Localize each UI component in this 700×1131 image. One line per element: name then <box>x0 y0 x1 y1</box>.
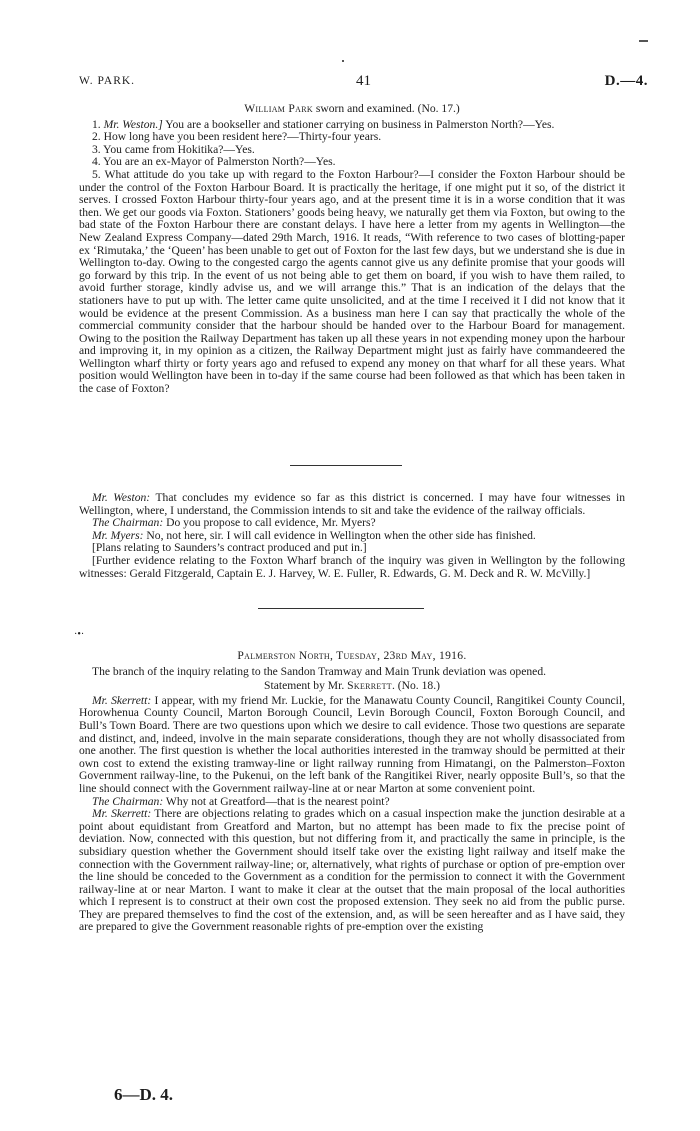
speaker: Mr. Skerrett: <box>92 807 152 821</box>
witness-heading <box>79 103 625 116</box>
document-code: D.—4. <box>604 73 648 89</box>
closing-remarks-section <box>79 492 625 580</box>
intro-paragraph: The branch of the inquiry relating to the Sandon Tramway and Main Trunk deviation was opened. <box>92 664 547 678</box>
top-mark <box>342 60 344 62</box>
speaker: Mr. Myers: <box>92 528 144 542</box>
speaker: The Chairman: <box>92 516 164 530</box>
speaker: Mr. Weston.] <box>103 117 163 131</box>
statement-paragraph: The Chairman: Why not at Greatford—that is the nearest point? <box>92 794 390 808</box>
bracket-note: [Further evidence relating to the Foxton Wharf branch of the inquiry was given in Wellington by the following witnesses: Gerald Fitzgerald, Captain E. J. Harvey, W. E. Fuller, R. Edwards, G. M. Deck and R. W. McVilly.] <box>79 553 625 580</box>
statement-heading: Statement by Mr. Skerrett. (No. 18.) <box>264 679 440 693</box>
qa-item: 3. You came from Hokitika?—Yes. <box>92 142 255 156</box>
speaker: The Chairman: <box>92 794 164 808</box>
statement-paragraph: Mr. Skerrett: There are objections relating to grades which on a casual inspection make the junction desirable at a point about equidistant from Greatford and Marton, but no attempt has been made to fix the precise point of deviation. Now, connected with this question, but not differing from it, and practically the same in principle, is the subsidiary question whether the Government should itself take over the existing light railway and itself make the connection with the Government railway-line; or, alternatively, what rights of purchase or option of pre-emption over the line should be conceded to the Government as a condition for the permission to connect it with the Government railway-line at or near Marton. I want to make it clear at the outset that the main proposal of the local authorities which I represent is to construct at their own cost the proposed extension. They seek no aid from the public purse. They are prepared themselves to find the cost of the extension, and, as will be seen hereafter and as I have said, they are prepared to give the Government reasonable rights of pre-emption over the existing <box>79 807 625 934</box>
qa-item: 4. You are an ex-Mayor of Palmerston North?—Yes. <box>92 155 336 169</box>
witness-name: William Park <box>244 102 313 115</box>
header-witness-name: W. PARK. <box>79 75 136 87</box>
dateline: Palmerston North, Tuesday, 23rd May, 1916. <box>237 649 467 662</box>
remark-paragraph: Mr. Myers: No, not here, sir. I will call evidence in Wellington when the other side has finished. <box>92 528 536 542</box>
witness-evidence-section <box>79 103 625 396</box>
speaker: Mr. Weston: <box>92 491 151 504</box>
section-divider <box>290 465 402 466</box>
qa-item: 1. Mr. Weston.] You are a bookseller and stationer carrying on business in Palmerston North?—Yes. <box>92 117 555 131</box>
speaker: Mr. Skerrett: <box>92 693 152 707</box>
qa-item: 2. How long have you been resident here?—Thirty-four years. <box>92 130 382 144</box>
qa-item: 5. What attitude do you take up with regard to the Foxton Harbour?—I consider the Foxton Harbour should be under the control of the Foxton Harbour Board. It is practically the heritage, if one might put it so, of the district it serves. I crossed Foxton Harbour thirty-four years ago, and at the present time it is in a worse condition that it was then. We get our goods via Foxton. Stationers’ goods being heavy, we naturally get them via Foxton, but owing to the bad state of the Foxton Harbour there are constant delays. I have here a letter from my agents in Wellington—the New Zealand Express Company—dated 29th March, 1916. It reads, “With reference to two cases of blotting-paper ex ‘Rimutaka,’ the ‘Queen’ has been unable to get out of Foxton for the last few days, but we understand she is due in Wellington to-day. Owing to the congested cargo the agents cannot give us any definite promise that your goods will go forward by this trip. In the event of us not being able to get them on board, if you wish to have them railed, to avoid further storage, kindly advise us, and we will arrange this.” That is an indication of the delays that the stationers have to put up with. The letter came quite unsolicited, and at the time I received it I did not know that it would be evidence at the present Commission. As a business man here I can say that practically the whole of the commercial community consider that the harbour should be handed over to the Harbour Board for management. Owing to the position the Railway Department has taken up all these years in not expending money upon the harbour and improving it, in my opinion as a citizen, the Railway Department might just as fairly have commandeered the Wellington wharf thirty or forty years ago and refused to expend any money on that wharf for all these years. What position would Wellington have been in to-day if the same course had been followed as that which has been taken in the case of Foxton? <box>79 167 625 396</box>
remark-paragraph: Mr. Weston: That concludes my evidence so far as this district is concerned. I may have four witnesses in Wellington, where, I understand, the Commission intends to sit and take the evidence of the railway officials. <box>79 491 625 517</box>
witness-heading-rest: sworn and examined. (No. 17.) <box>312 102 460 115</box>
statement-paragraph: Mr. Skerrett: I appear, with my friend Mr. Luckie, for the Manawatu County Council, Rangitikei County Council, Horowhenua County Council, Marton Borough Council, Levin Borough Council, Foxton Borough Council, and Bull’s Town Board. There are two questions upon which we desire to call evidence. Those two questions are separate and distinct, and, indeed, involve in the main separate considerations, though they are not wholly disassociated from one another. The first question is whether the local authorities interested in the tramway should be permitted at their own cost to extend the existing tramway-line or light railway running from Himatangi, on the Palmerston–Foxton Government railway-line, to the Pukenui, on the left bank of the Rangitikei River, nearly opposite Bull’s, so that the line should connect with the Government railway-line at or near Marton at some convenient point. <box>79 693 625 795</box>
sitting-section <box>79 650 625 934</box>
signature-mark: 6—D. 4. <box>114 1085 174 1104</box>
statement-name: Skerrett <box>347 679 392 693</box>
remark-paragraph: The Chairman: Do you propose to call evidence, Mr. Myers? <box>92 516 376 530</box>
section-divider <box>258 608 424 609</box>
corner-mark <box>639 40 648 42</box>
bracket-note: [Plans relating to Saunders’s contract produced and put in.] <box>92 541 367 555</box>
page-header <box>79 73 648 91</box>
stray-mark: ·•· <box>74 629 85 640</box>
page-number: 41 <box>356 73 371 89</box>
